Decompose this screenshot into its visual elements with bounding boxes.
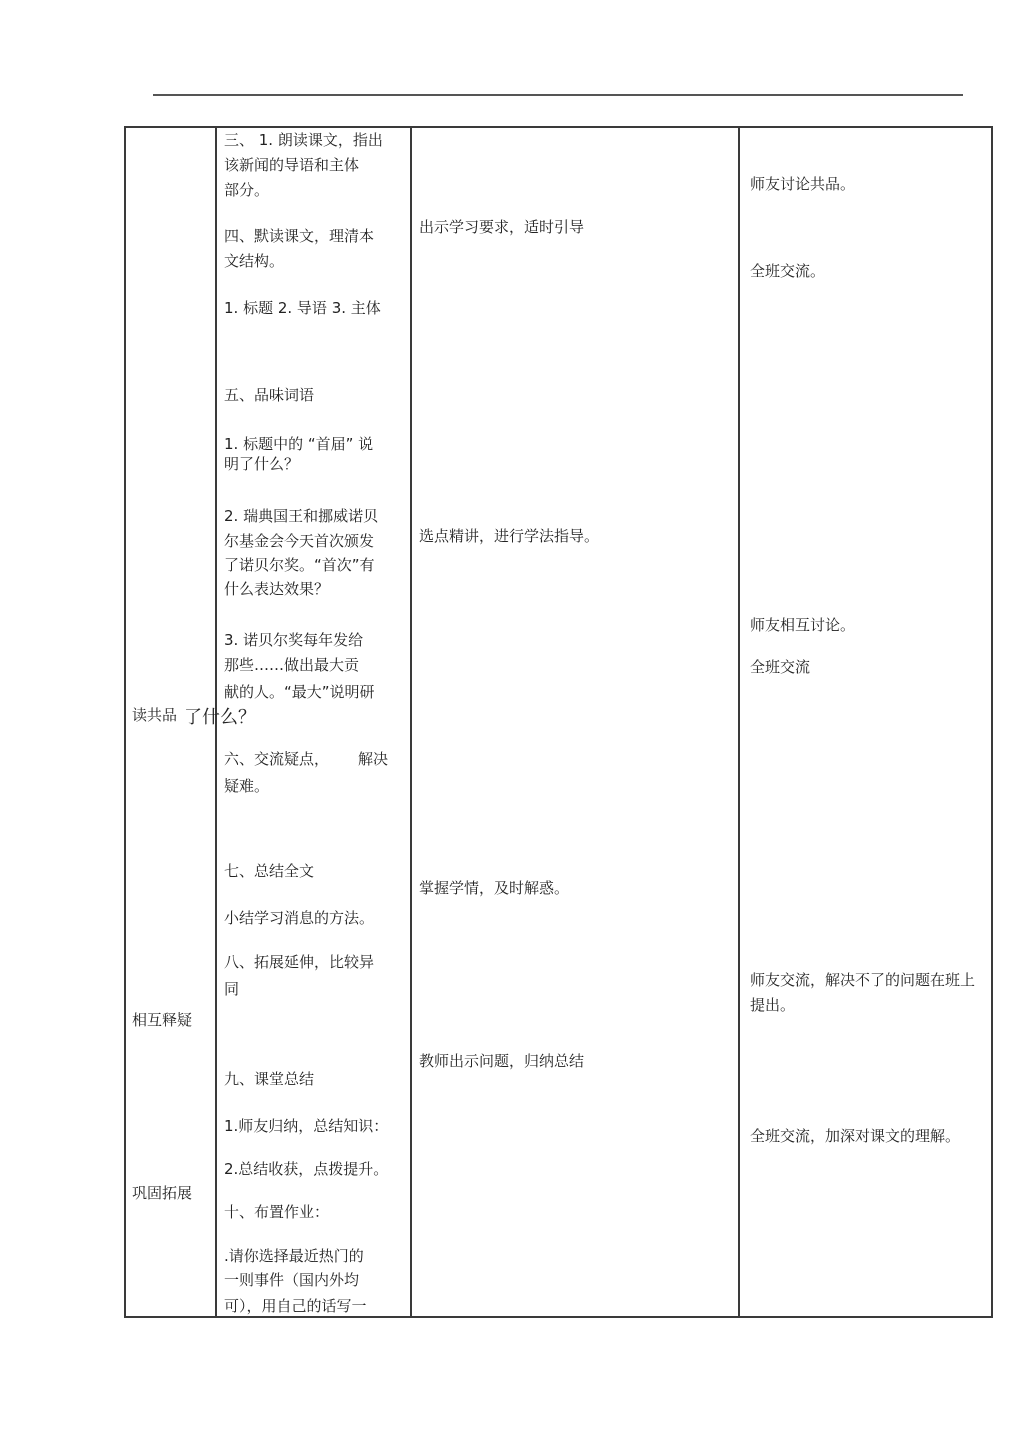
question3-line2: 那些……做出最大贡	[224, 656, 360, 674]
step8-line2: 同	[224, 980, 240, 998]
question2-line3: 了诺贝尔奖。“首次”有	[224, 556, 375, 574]
step3-line3: 部分。	[224, 181, 270, 199]
step10-heading: 十、布置作业：	[224, 1203, 330, 1221]
step9-heading: 九、课堂总结	[224, 1070, 315, 1088]
header-rule	[153, 94, 963, 96]
student-activity-6: 全班交流，加深对课文的理解。	[750, 1127, 961, 1145]
step6-line1a: 六、交流疑点，	[224, 750, 330, 768]
step6-line2: 疑难。	[224, 777, 270, 795]
step4-line2: 文结构。	[224, 252, 285, 270]
student-activity-2: 全班交流。	[750, 262, 826, 280]
teacher-activity-1: 出示学习要求，适时引导	[419, 218, 585, 236]
step4-line1: 四、默读课文，理清本	[224, 227, 375, 245]
question2-line1: 2. 瑞典国王和挪威诺贝	[224, 507, 379, 525]
step7-summary: 小结学习消息的方法。	[224, 909, 375, 927]
column-divider-3	[738, 126, 740, 1318]
question1-line2: 明了什么？	[224, 455, 300, 473]
step3-line2: 该新闻的导语和主体	[224, 156, 360, 174]
step6-line1b: 解决	[358, 750, 389, 768]
teacher-activity-4: 教师出示问题，归纳总结	[419, 1052, 585, 1070]
student-activity-4: 全班交流	[750, 658, 811, 676]
student-activity-3: 师友相互讨论。	[750, 616, 856, 634]
homework-line1: .请你选择最近热门的	[224, 1247, 364, 1265]
step4-structure: 1. 标题 2. 导语 3. 主体	[224, 299, 381, 317]
homework-line3: 可），用自己的话写一	[224, 1297, 367, 1315]
stage-label-consolidate: 巩固拓展	[132, 1184, 193, 1202]
column-divider-2	[410, 126, 412, 1318]
step5-heading: 五、品味词语	[224, 386, 315, 404]
student-activity-5: 师友交流，解决不了的问题在班上提出。	[750, 971, 976, 1014]
step9-item2: 2.总结收获，点拨提升。	[224, 1160, 389, 1178]
stage-label-clarify: 相互释疑	[132, 1011, 193, 1029]
question3-line1: 3. 诺贝尔奖每年发给	[224, 631, 364, 649]
question2-line4: 什么表达效果？	[224, 580, 330, 598]
stage-label-read: 读共品	[132, 706, 178, 724]
teacher-activity-3: 掌握学情，及时解惑。	[419, 879, 570, 897]
question3-line3: 献的人。“最大”说明研	[224, 683, 375, 701]
step9-item1: 1.师友归纳，总结知识：	[224, 1117, 389, 1135]
question2-line2: 尔基金会今天首次颁发	[224, 532, 375, 550]
question3-line4: 了什么？	[184, 707, 256, 728]
step8-line1: 八、拓展延伸，比较异	[224, 953, 375, 971]
student-activity-1: 师友讨论共品。	[750, 175, 856, 193]
question1-line1: 1. 标题中的 “首届” 说	[224, 435, 374, 453]
homework-line2: 一则事件（国内外均	[224, 1271, 360, 1289]
teacher-activity-2: 选点精讲，进行学法指导。	[419, 527, 600, 545]
step3-line1: 三、 1. 朗读课文，指出	[224, 131, 383, 149]
step7-heading: 七、总结全文	[224, 862, 315, 880]
